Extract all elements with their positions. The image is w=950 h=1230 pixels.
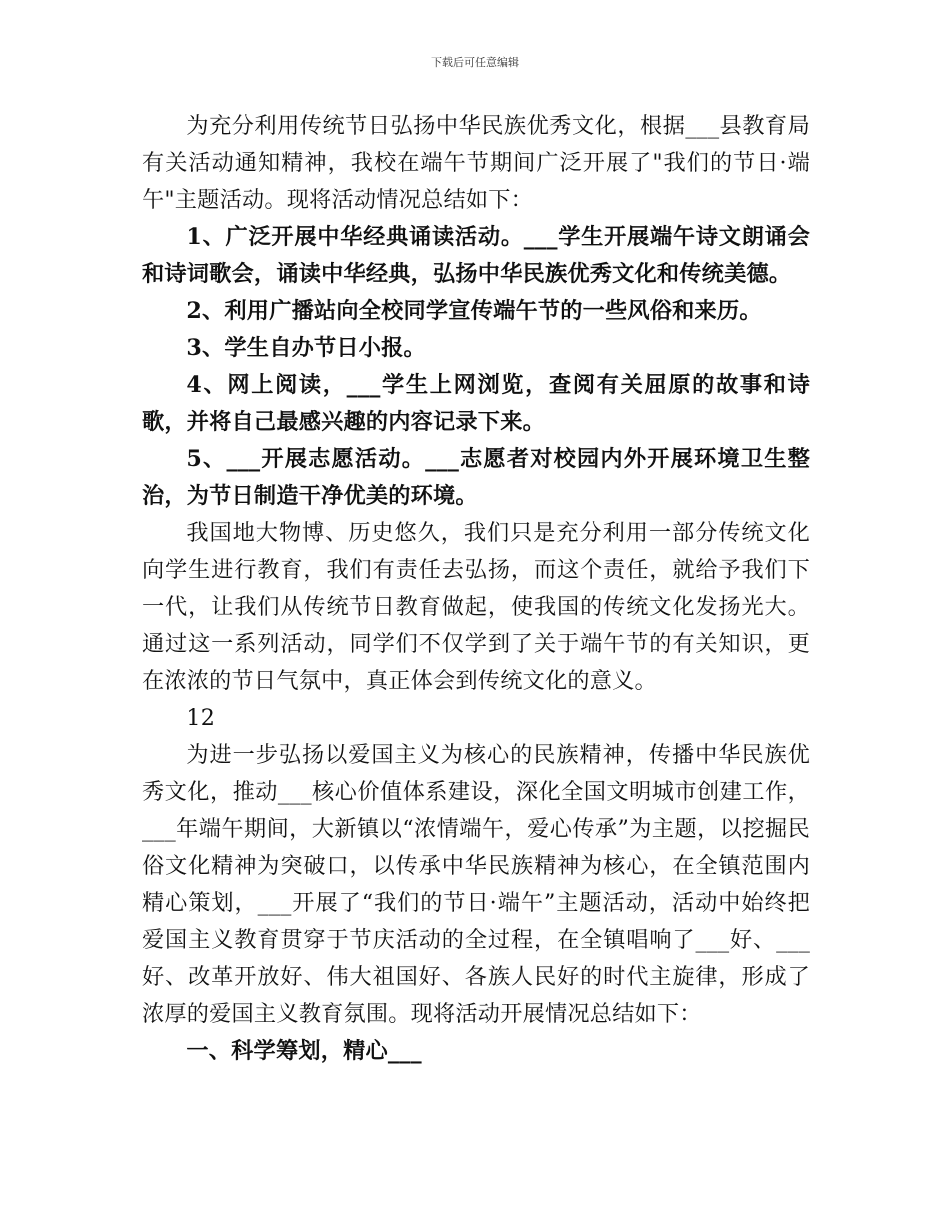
paragraph-item-5: 5、___开展志愿活动。___志愿者对校园内外开展环境卫生整治，为节日制造干净优美的环境。 <box>142 446 810 509</box>
section-number: 12 <box>186 705 216 731</box>
section-heading: 一、科学筹划，精心___ <box>186 1038 422 1064</box>
paragraph-second-intro: 为进一步弘扬以爱国主义为核心的民族精神，传播中华民族优秀文化，推动___核心价值体系建设，深化全国文明城市创建工作，___年端午期间，大新镇以“浓情端午，爱心传承”为主题，以挖掘民俗文化精神为突破口，以传承中华民族精神为核心，在全镇范围内精心策划，___开展了“我们的节日·端午”主题活动，活动中始终把爱国主义教育贯穿于节庆活动的全过程，在全镇唱响了___好、___好、改革开放好、伟大祖国好、各族人民好的时代主旋律，形成了浓厚的爱国主义教育氛围。现将活动开展情况总结如下： <box>142 742 810 1027</box>
document-body <box>142 108 810 1070</box>
paragraph-item-4: 4、网上阅读，___学生上网浏览，查阅有关屈原的故事和诗歌，并将自己最感兴趣的内容记录下来。 <box>142 372 810 435</box>
paragraph-conclusion: 我国地大物博、历史悠久，我们只是充分利用一部分传统文化向学生进行教育，我们有责任去弘扬，而这个责任，就给予我们下一代，让我们从传统节日教育做起，使我国的传统文化发扬光大。通过这一系列活动，同学们不仅学到了关于端午节的有关知识，更在浓浓的节日气氛中，真正体会到传统文化的意义。 <box>142 520 810 694</box>
header-note: 下载后可任意编辑 <box>431 56 519 69</box>
paragraph-item-3: 3、学生自办节日小报。 <box>186 335 426 361</box>
paragraph-item-1: 1、广泛开展中华经典诵读活动。___学生开展端午诗文朗诵会和诗词歌会，诵读中华经典，弘扬中华民族优秀文化和传统美德。 <box>142 224 810 287</box>
paragraph-item-2: 2、利用广播站向全校同学宣传端午节的一些风俗和来历。 <box>186 298 762 324</box>
paragraph-intro: 为充分利用传统节日弘扬中华民族优秀文化，根据___县教育局有关活动通知精神，我校在端午节期间广泛开展了"我们的节日·端午"主题活动。现将活动情况总结如下： <box>142 113 810 213</box>
